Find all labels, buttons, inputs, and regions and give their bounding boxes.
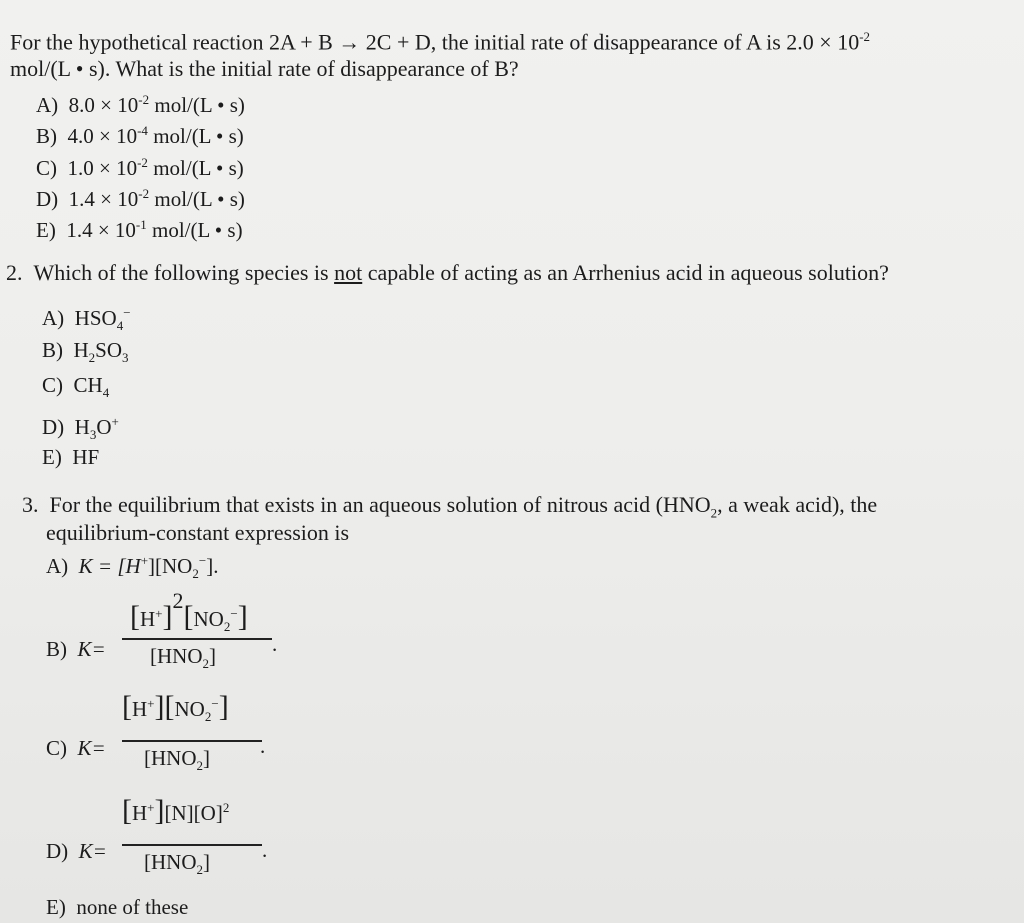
q3-option-b-period: . [272, 632, 278, 656]
q3-option-d-fraction [122, 794, 292, 884]
q1-line1: For the hypothetical reaction 2A + B → 2C + D, the initial rate of disappearance of A is $2.0 \times 10^{-2}$ [10, 29, 871, 55]
q2-option-d: D) $H_3O^+$ [42, 414, 119, 443]
q1-option-c: C) $1.0 \times 10^{-2}$ mol/(L • s) [36, 155, 244, 180]
q2-prompt: 2. Which of the following species is not capable of acting as an Arrhenius acid in aqueous solution? [6, 260, 889, 285]
q1-line2: mol/(L • s). What is the initial rate of disappearance of B? [10, 56, 519, 81]
q3-option-d-period: . [262, 838, 268, 862]
q3-line2: equilibrium-constant expression is [46, 520, 350, 545]
q3-option-c-denominator: $[HNO_2]$ [144, 746, 210, 774]
q3-option-e: E) none of these [46, 895, 189, 919]
q3-option-d-denominator: $[HNO_2]$ [144, 850, 210, 878]
q1-option-b: B) $4.0 \times 10^{-4}$ mol/(L • s) [36, 123, 244, 148]
q2-option-c: C) $CH_4$ [42, 373, 110, 401]
q3-option-b-fraction [122, 588, 282, 678]
q3-option-b-denominator: $[HNO_2]$ [150, 644, 216, 672]
q3-line1: 3. For the equilibrium that exists in an aqueous solution of nitrous acid ($HNO_2$, a weak acid), the [22, 492, 878, 521]
q3-option-c-label: C) K= [46, 736, 106, 760]
q2-option-a: A) $HSO_4^-$ [42, 305, 131, 334]
q3-option-a: A) $K = [H^+][NO_2^-]$. [46, 553, 219, 582]
q2-option-b: B) $H_2SO_3$ [42, 338, 129, 366]
q1-option-a: A) $8.0 \times 10^{-2}$ mol/(L • s) [36, 92, 245, 117]
q2-option-e: E) HF [42, 445, 100, 469]
q3-option-c-bar [122, 740, 262, 742]
q3-option-d-label: D) K= [46, 839, 107, 863]
q1-option-d: D) $1.4 \times 10^{-2}$ mol/(L • s) [36, 186, 245, 211]
q3-option-d-numerator: $[H^+][N][O]^2$ [122, 794, 230, 827]
q3-option-d-bar [122, 844, 262, 846]
q1-option-e: E) $1.4 \times 10^{-1}$ mol/(L • s) [36, 217, 243, 242]
q3-option-b-numerator: $[H^+]^2[NO_2^-]$ [130, 588, 248, 635]
q3-option-c-numerator: $[H^+][NO_2^-]$ [122, 690, 229, 725]
q3-option-b-label: B) K= [46, 637, 106, 661]
q3-option-b-bar [122, 638, 272, 640]
q3-option-c-period: . [260, 734, 266, 758]
q3-option-c-fraction [122, 690, 282, 780]
